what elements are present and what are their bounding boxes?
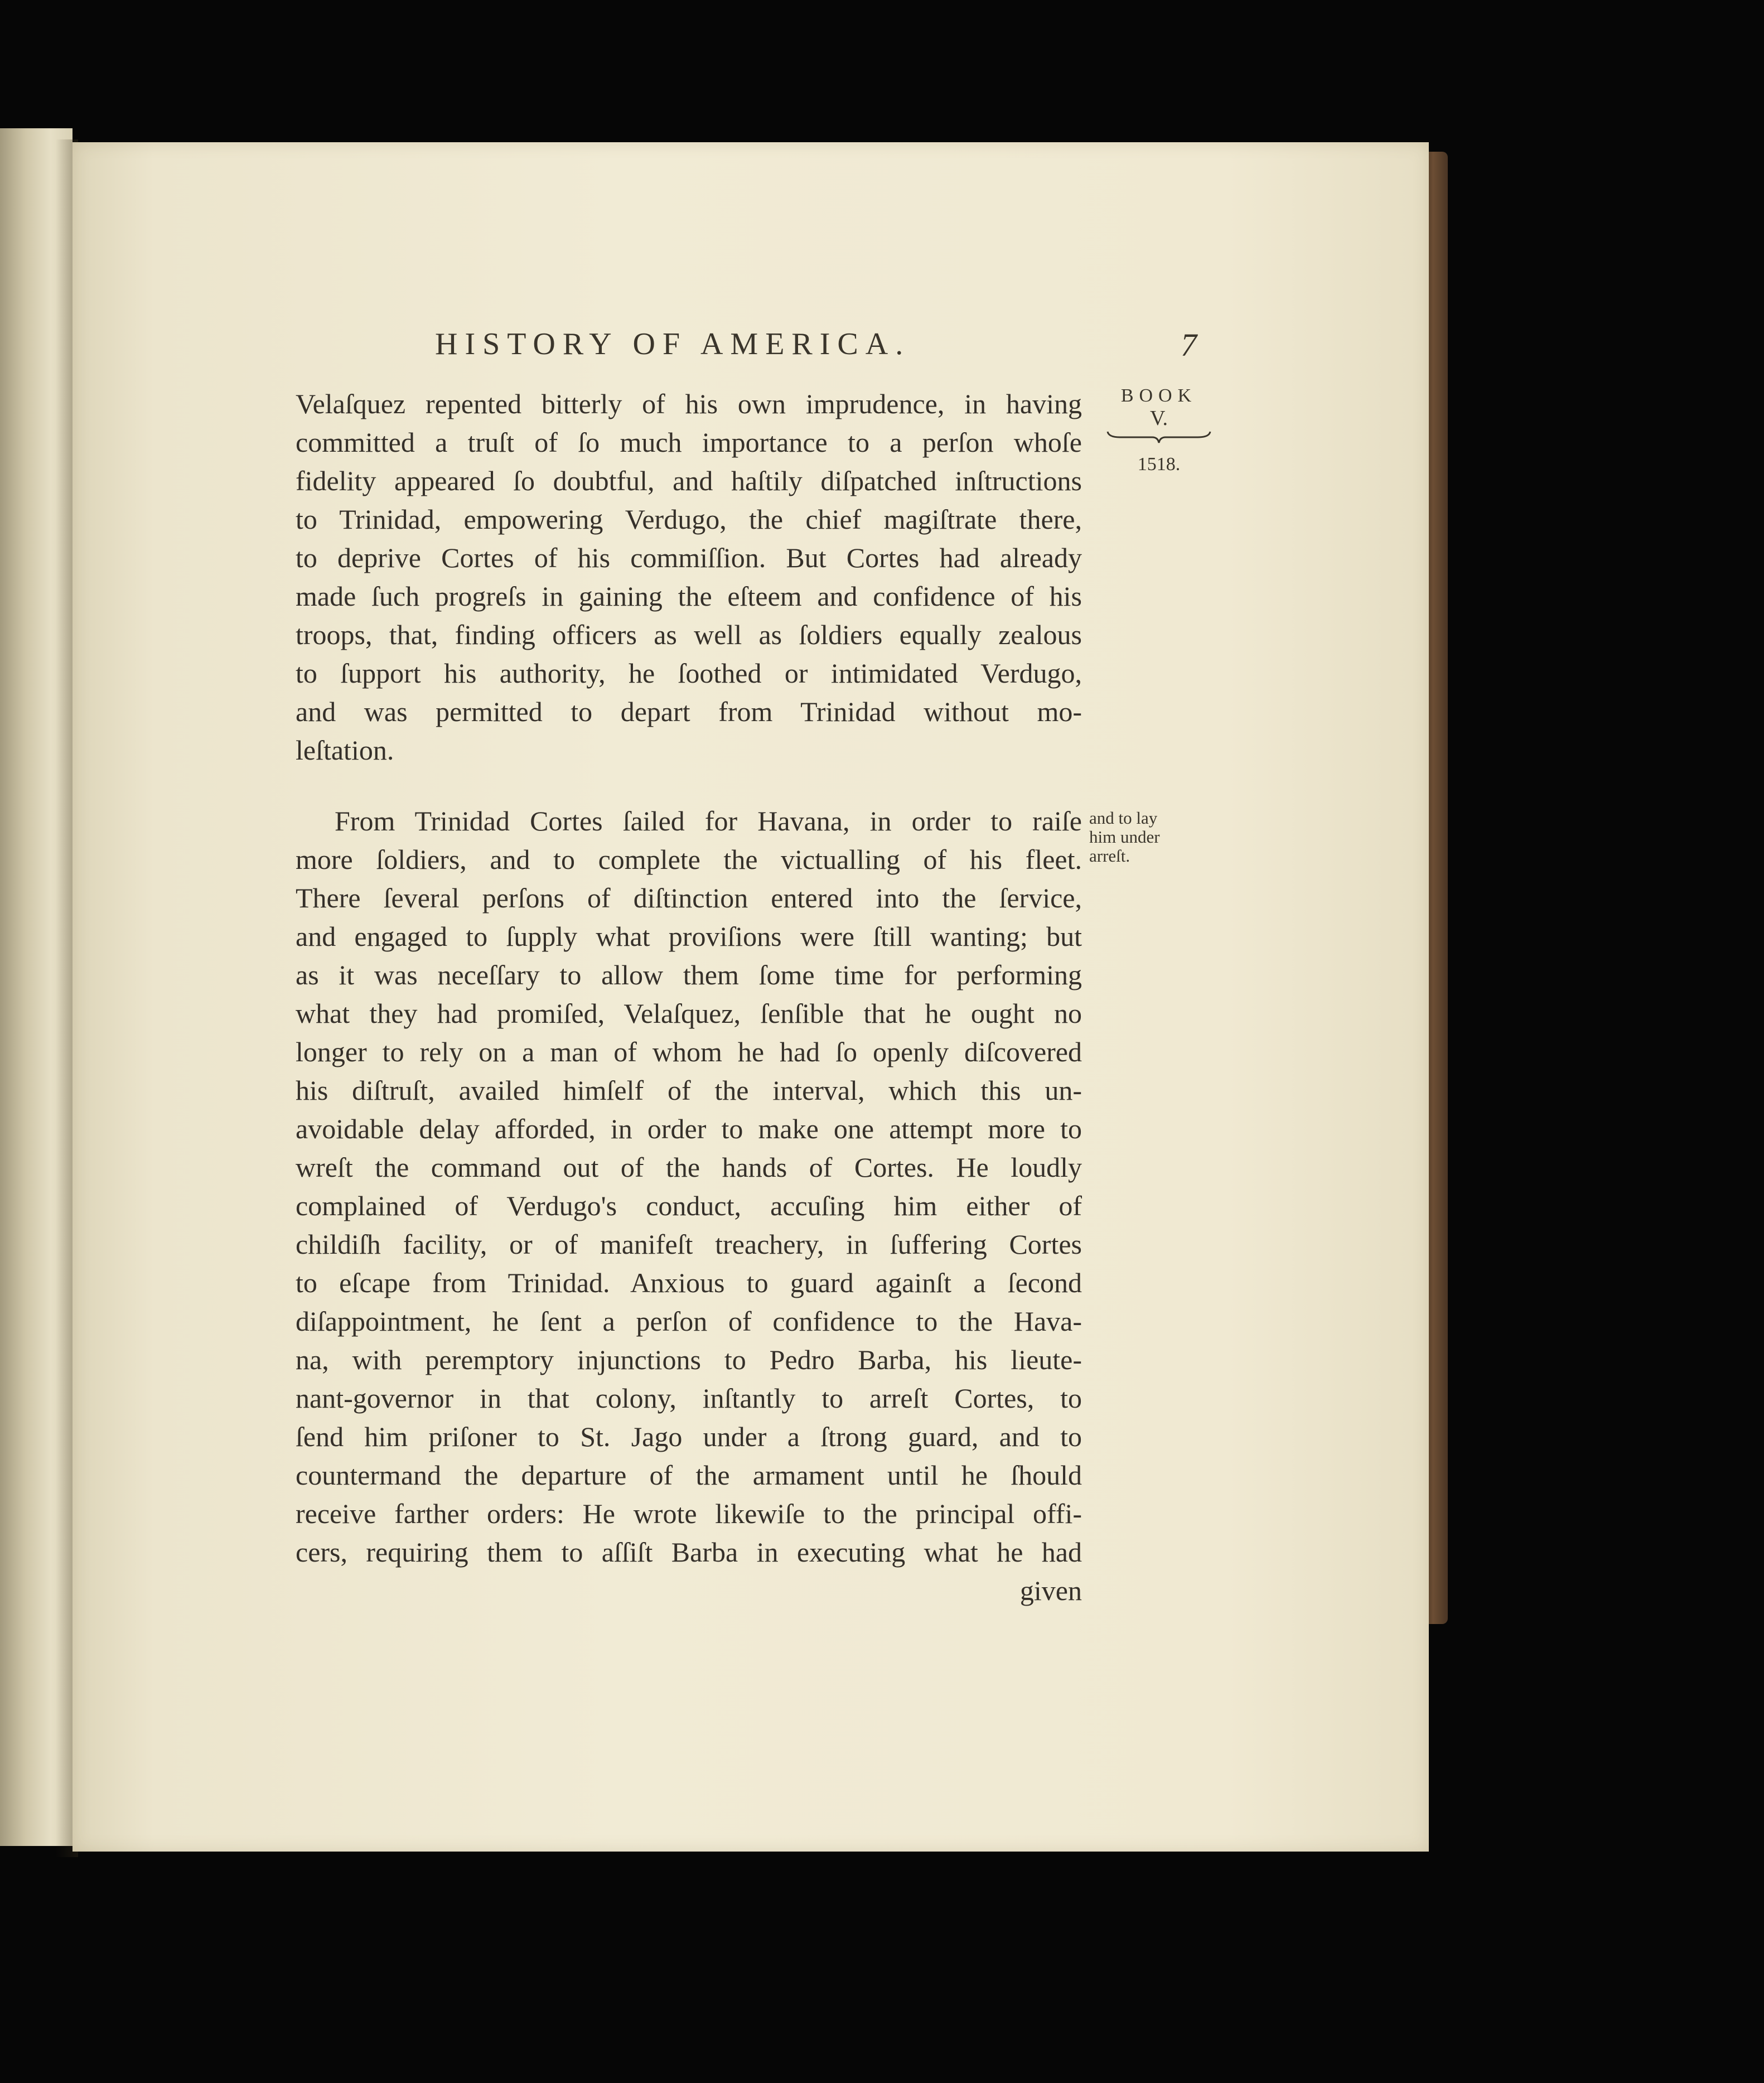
text-line: his diſtruſt, availed himſelf of the interval, which this un- [296,1075,1082,1106]
text-line: troops, that, finding officers as well as ſoldiers equally zealous [296,619,1082,650]
text-line: There ſeveral perſons of diſtinction entered into the ſervice, [296,882,1082,914]
body-text [296,385,1082,1610]
text-line: longer to rely on a man of whom he had ſo openly diſcovered [296,1036,1082,1067]
page-number: 7 [1181,327,1197,363]
text-line: committed a truſt of ſo much importance to a perſon whoſe [296,427,1082,458]
text-line: wreſt the command out of the hands of Cortes. He loudly [296,1152,1082,1183]
text-line: childiſh facility, or of manifeſt treachery, in ſuffering Cortes [296,1229,1082,1260]
margin-note [1089,809,1190,866]
brace-icon [1103,429,1215,446]
text-line: to deprive Cortes of his commiſſion. But Cortes had already [296,542,1082,573]
text-line: na, with peremptory injunctions to Pedro Barba, his lieute- [296,1344,1082,1375]
text-line: made ſuch progreſs in gaining the eſteem and confidence of his [296,581,1082,612]
margin-note-line: arreſt. [1089,846,1130,866]
text-line: to ſupport his authority, he ſoothed or intimidated Verdugo, [296,658,1082,689]
text-line: more ſoldiers, and to complete the victualling of his fleet. [296,844,1082,875]
text-line: countermand the departure of the armament until he ſhould [296,1459,1082,1491]
text-line: what they had promiſed, Velaſquez, ſenſible that he ought no [296,998,1082,1029]
text-line: fidelity appeared ſo doubtful, and haſtily diſpatched inſtructions [296,465,1082,496]
margin-book-marker [1103,385,1215,477]
text-line: Velaſquez repented bitterly of his own imprudence, in having [296,388,1082,419]
margin-volume: V. [1149,407,1168,430]
text-line: receive farther orders: He wrote likewiſe to the principal offi- [296,1498,1082,1529]
paragraph-2 [296,802,1082,1572]
text-line: diſappointment, he ſent a perſon of confidence to the Hava- [296,1306,1082,1337]
margin-note-line: and to lay [1089,808,1158,828]
text-line: and was permitted to depart from Trinidad without mo- [296,696,1082,727]
margin-note-line: him under [1089,827,1160,847]
text-line: as it was neceſſary to allow them ſome time for performing [296,959,1082,990]
catchword: given [1019,1575,1082,1606]
text-line: nant-governor in that colony, inſtantly to arreſt Cortes, to [296,1383,1082,1414]
text-line: to eſcape from Trinidad. Anxious to guard againſt a ſecond [296,1267,1082,1298]
text-line: and engaged to ſupply what proviſions were ſtill wanting; but [296,921,1082,952]
text-line: cers, requiring them to aſſiſt Barba in executing what he had [296,1536,1082,1568]
text-line: avoidable delay afforded, in order to make one attempt more to [296,1113,1082,1144]
text-line: ſend him priſoner to St. Jago under a ſtrong guard, and to [296,1421,1082,1452]
text-line: complained of Verdugo's conduct, accuſing him either of [296,1190,1082,1221]
text-line: leſtation. [296,734,394,766]
paragraph-1 [296,385,1082,770]
text-line: to Trinidad, empowering Verdugo, the chief magiſtrate there, [296,504,1082,535]
paragraph-gap [296,770,1082,802]
margin-year: 1518. [1137,454,1181,475]
running-title: HISTORY OF AMERICA. [435,327,911,361]
text-line: From Trinidad Cortes ſailed for Havana, in order to raiſe [335,805,1082,837]
margin-book-label: BOOK [1120,385,1197,406]
